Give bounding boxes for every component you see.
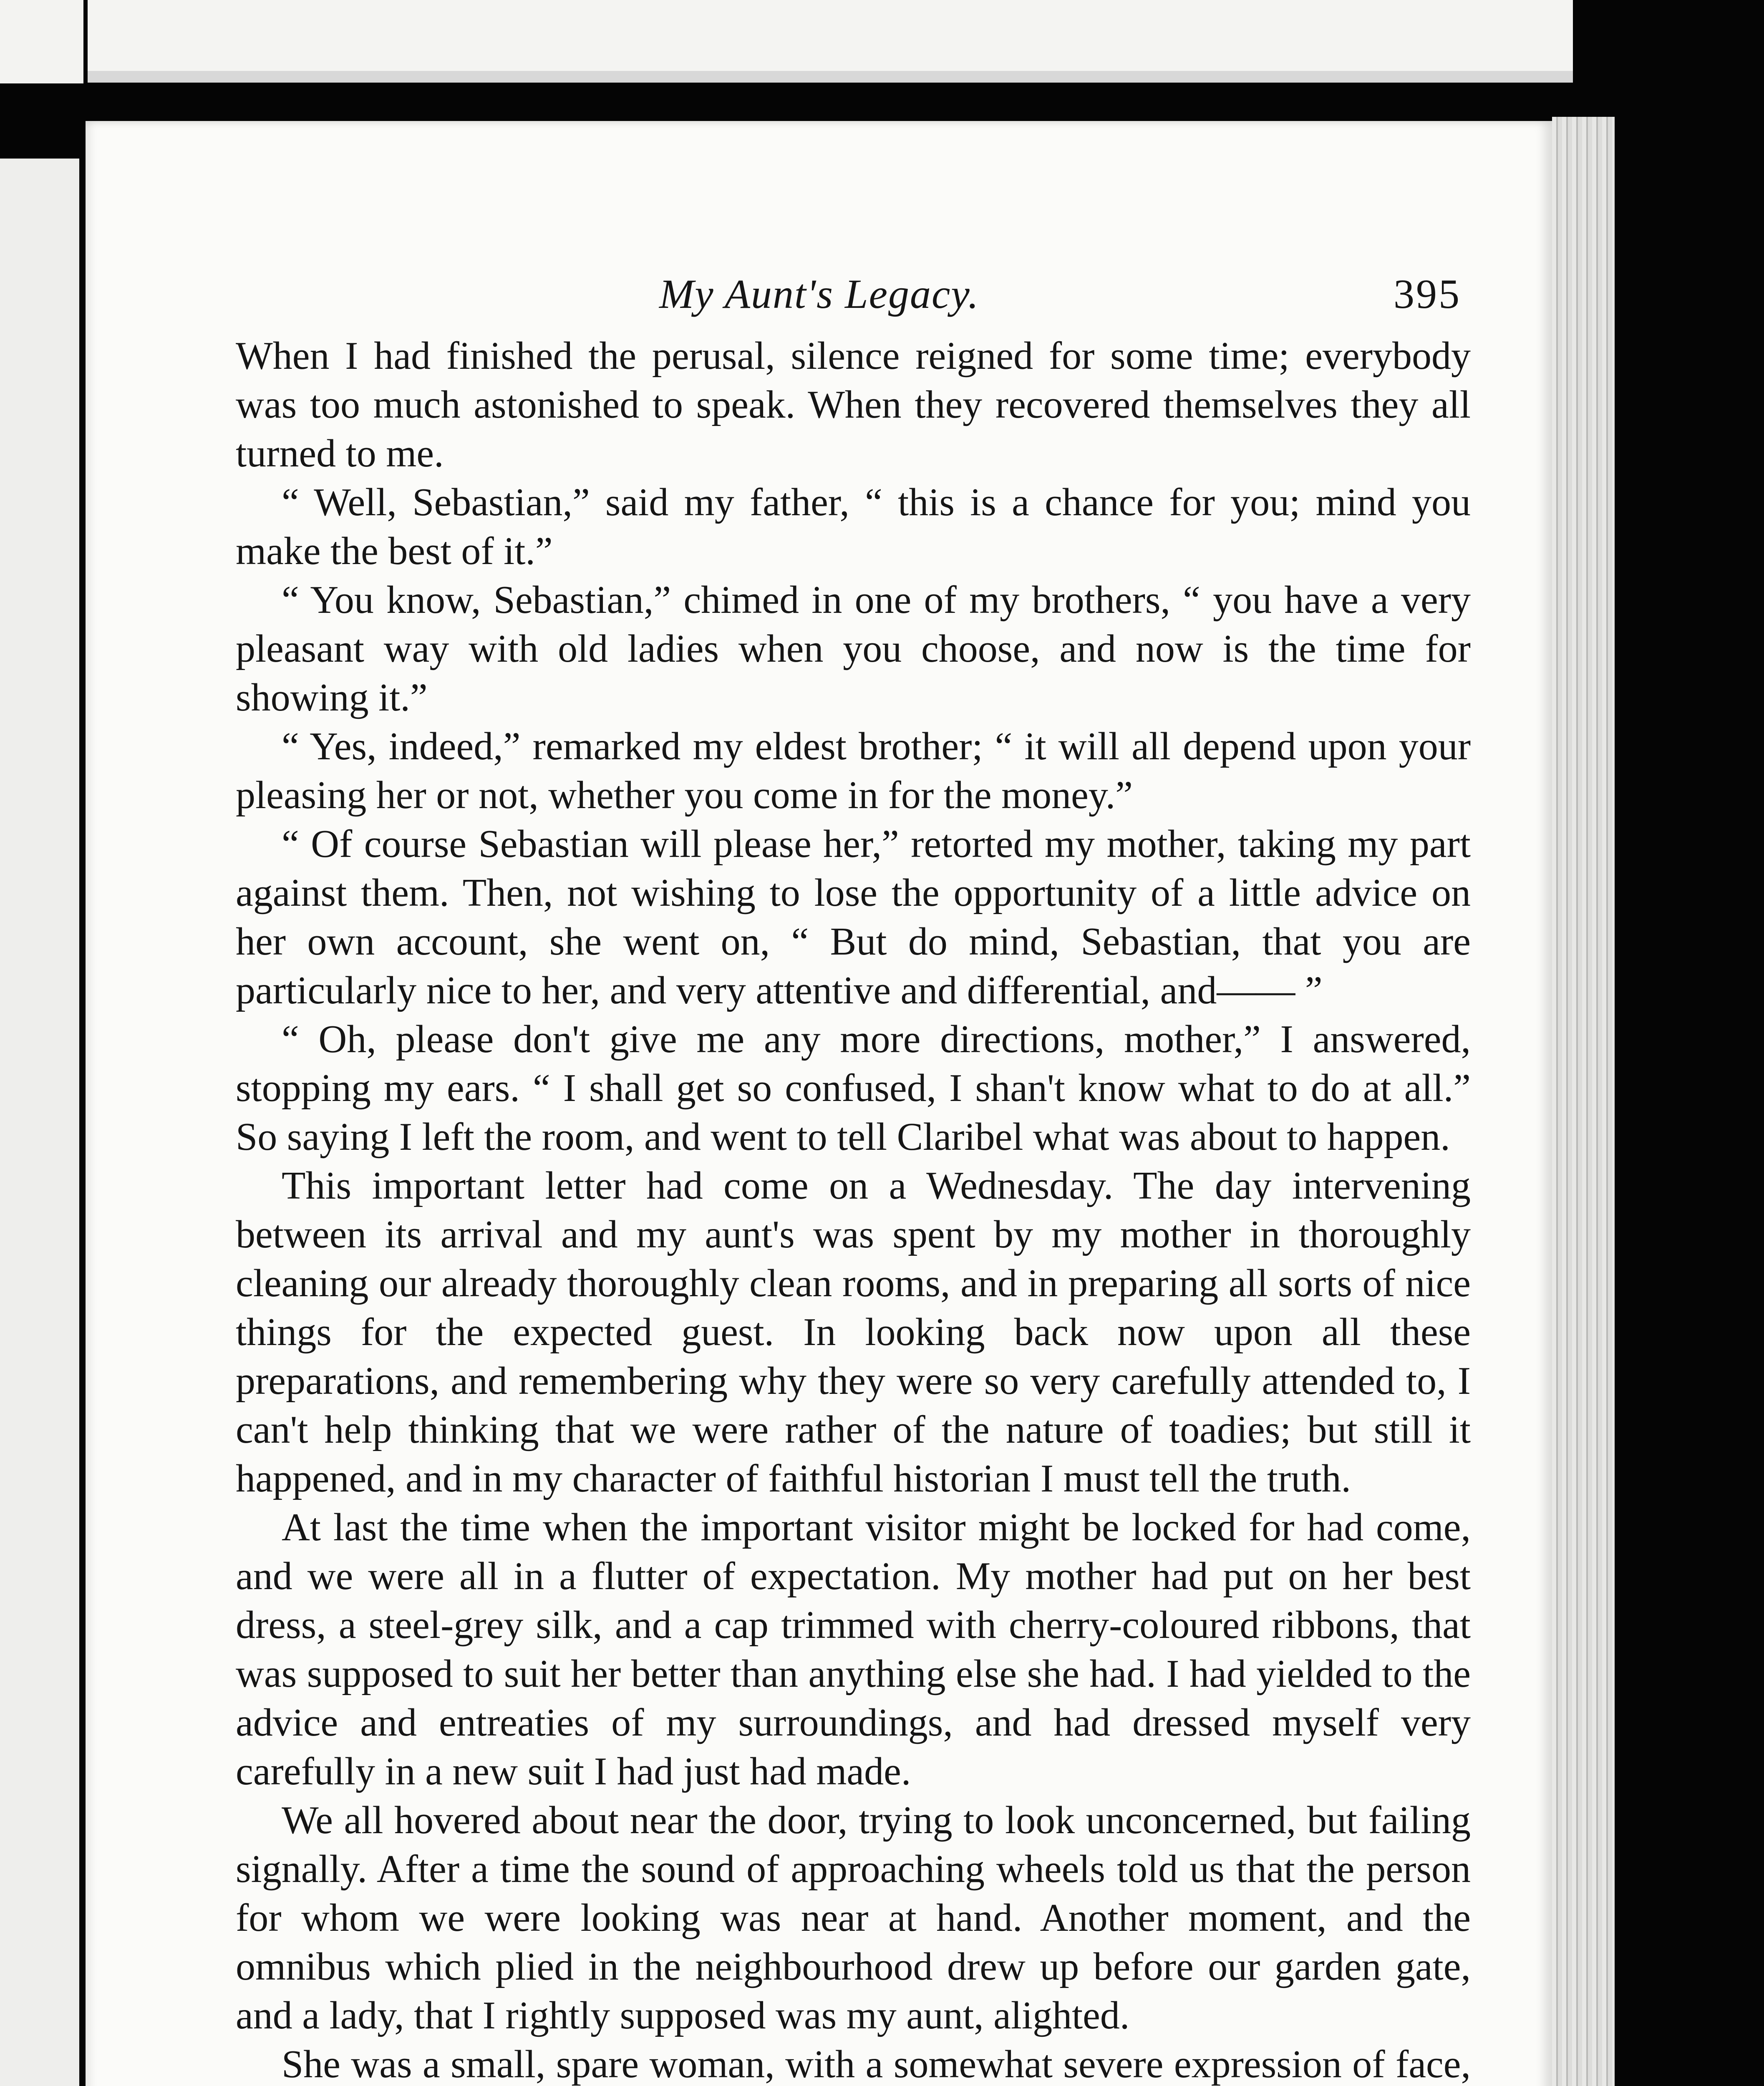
paragraph-8: At last the time when the important visitor might be locked for had come, and we were all in a flutter of expectation. My mother had put on her best dress, a steel-grey silk, and a cap trimmed with cherry-coloured ribbons, that was supposed to suit her better than anything else she had. I had yielded to the advice and entreaties of my surroundings, and had dressed myself very carefully in a new suit I had just had made. xyxy=(236,1506,1471,1793)
paragraph-4: “ Yes, indeed,” remarked my eldest brother; “ it will all depend upon your pleasing her or not, whether you come in for the money.” xyxy=(236,725,1471,817)
paragraph-9: We all hovered about near the door, trying to look unconcerned, but failing signally. After a time the sound of approaching wheels told us that the person for whom we were looking was near at hand. Another moment, and the omnibus which plied in the neighbourhood drew up before our garden gate, and a lady, that I rightly supposed was my aunt, alighted. xyxy=(236,1799,1471,2037)
page-number: 395 xyxy=(1394,271,1461,317)
previous-page-left-edge xyxy=(0,159,79,2086)
book-page-stack-edge xyxy=(1552,117,1615,2086)
paragraph-6: “ Oh, please don't give me any more directions, mother,” I answered, stopping my ears. “ I shall get so confused, I shan't know what to do at all.” So saying I left the room, and went to tell Claribel what was about to happen. xyxy=(236,1018,1471,1159)
paragraph-2: “ Well, Sebastian,” said my father, “ this is a chance for you; mind you make the best of it.” xyxy=(236,481,1471,573)
paragraph-3: “ You know, Sebastian,” chimed in one of my brothers, “ you have a very pleasant way with old ladies when you choose, and now is the time for showing it.” xyxy=(236,578,1471,719)
previous-page-corner xyxy=(0,0,83,83)
paragraph-1: When I had finished the perusal, silence reigned for some time; everybody was too much astonished to speak. When they recovered themselves they all turned to me. xyxy=(236,334,1471,475)
previous-page-top-edge xyxy=(88,0,1573,83)
running-head xyxy=(0,263,1764,325)
body-text xyxy=(236,332,1471,2086)
paragraph-10: She was a small, spare woman, with a somewhat severe expression of face, xyxy=(282,2043,1471,2086)
paragraph-7: This important letter had come on a Wednesday. The day intervening between its arrival and my aunt's was spent by my mother in thoroughly cleaning our already thoroughly clean rooms, and in preparing all sorts of nice things for the expected guest. In looking back now upon all these preparations, and remembering why they were so very carefully attended to, I can't help thinking that we were rather of the nature of toadies; but still it happened, and in my character of faithful historian I must tell the truth. xyxy=(236,1164,1471,1500)
running-title: My Aunt's Legacy. xyxy=(659,271,980,317)
paragraph-5: “ Of course Sebastian will please her,” retorted my mother, taking my part against them. Then, not wishing to lose the opportunity of a little advice on her own account, she went on, “ But do mind, Sebastian, that you are particularly nice to her, and very attentive and differential, and—— ” xyxy=(236,822,1471,1012)
